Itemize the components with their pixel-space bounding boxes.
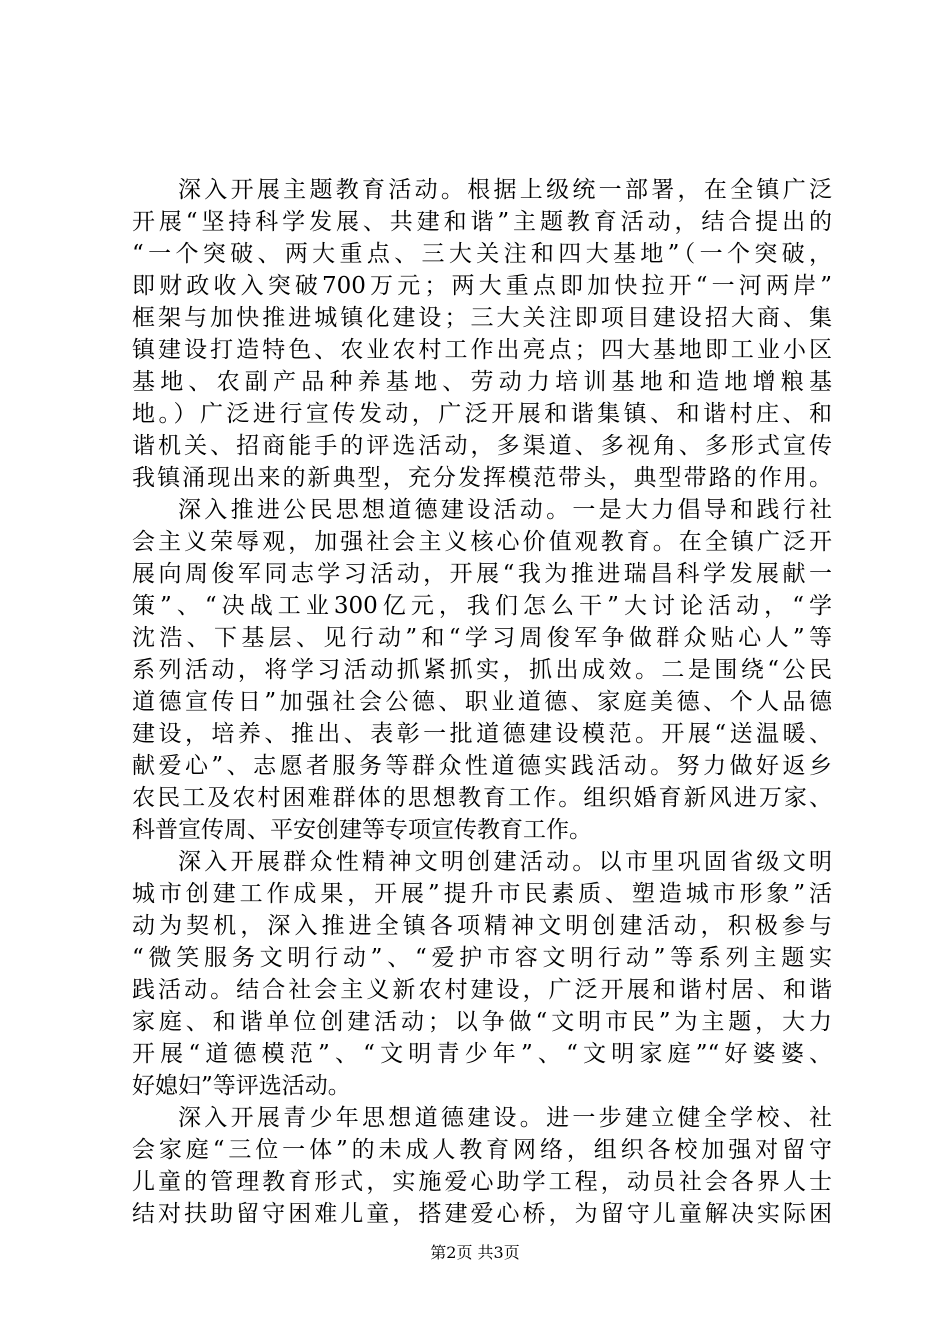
text-line: 深入推进公民思想道德建设活动。一是大力倡导和践行社 [178, 497, 832, 523]
text-line: 开展“坚持科学发展、共建和谐”主题教育活动，结合提出的 [132, 209, 832, 235]
text-line: 系列活动，将学习活动抓紧抓实，抓出成效。二是围绕“公民 [132, 657, 832, 683]
text-line: 会家庭“三位一体”的未成人教育网络，组织各校加强对留守 [132, 1137, 832, 1163]
text-line: 展向周俊军同志学习活动，开展“我为推进瑞昌科学发展献一 [132, 561, 832, 587]
text-line: “微笑服务文明行动”、“爱护市容文明行动”等系列主题实 [132, 945, 832, 971]
text-line: “一个突破、两大重点、三大关注和四大基地”（一个突破， [132, 241, 832, 267]
text-line: 农民工及农村困难群体的思想教育工作。组织婚育新风进万家、 [132, 785, 832, 811]
text-line: 家庭、和谐单位创建活动；以争做“文明市民”为主题，大力 [132, 1009, 832, 1035]
text-line: 深入开展青少年思想道德建设。进一步建立健全学校、社 [178, 1105, 832, 1131]
text-line: 开展“道德模范”、“文明青少年”、“文明家庭”“好婆婆、 [132, 1041, 832, 1067]
paragraph-youth-morality [132, 1102, 832, 1230]
text-line: 科普宣传周、平安创建等专项宣传教育工作。 [132, 817, 592, 843]
text-line: 城市创建工作成果，开展”提升市民素质、塑造城市形象”活 [132, 881, 832, 907]
text-line: 深入开展群众性精神文明创建活动。以市里巩固省级文明 [178, 849, 832, 875]
text-line: 好媳妇”等评选活动。 [132, 1073, 351, 1099]
text-line: 建设，培养、推出、表彰一批道德建设模范。开展“送温暖、 [132, 721, 832, 747]
text-line: 策”、“决战工业300亿元，我们怎么干”大讨论活动，“学 [132, 593, 832, 619]
text-line: 地。）广泛进行宣传发动，广泛开展和谐集镇、和谐村庄、和 [132, 401, 832, 427]
text-line: 献爱心”、志愿者服务等群众性道德实践活动。努力做好返乡 [132, 753, 832, 779]
text-line: 谐机关、招商能手的评选活动，多渠道、多视角、多形式宣传 [132, 433, 832, 459]
text-line: 框架与加快推进城镇化建设；三大关注即项目建设招大商、集 [132, 305, 832, 331]
text-line: 我镇涌现出来的新典型，充分发挥模范带头，典型带路的作用。 [132, 465, 832, 491]
text-line: 会主义荣辱观，加强社会主义核心价值观教育。在全镇广泛开 [132, 529, 832, 555]
text-line: 道德宣传日”加强社会公德、职业道德、家庭美德、个人品德 [132, 689, 832, 715]
text-line: 践活动。结合社会主义新农村建设，广泛开展和谐村居、和谐 [132, 977, 832, 1003]
text-line: 镇建设打造特色、农业农村工作出亮点；四大基地即工业小区 [132, 337, 832, 363]
page-number-footer: 第2页 共3页 [430, 1243, 520, 1262]
text-line: 深入开展主题教育活动。根据上级统一部署，在全镇广泛 [178, 177, 832, 203]
text-line: 即财政收入突破700万元；两大重点即加快拉开“一河两岸” [132, 273, 832, 299]
document-body [132, 174, 832, 1230]
text-line: 儿童的管理教育形式，实施爱心助学工程，动员社会各界人士 [132, 1169, 832, 1195]
paragraph-spiritual-civilization [132, 846, 832, 1102]
text-line: 基地、农副产品种养基地、劳动力培训基地和造地增粮基 [132, 369, 832, 395]
paragraph-civic-morality [132, 494, 832, 846]
paragraph-theme-education [132, 174, 832, 494]
text-line: 动为契机，深入推进全镇各项精神文明创建活动，积极参与 [132, 913, 832, 939]
text-line: 沈浩、下基层、见行动”和“学习周俊军争做群众贴心人”等 [132, 625, 832, 651]
text-line: 结对扶助留守困难儿童，搭建爱心桥，为留守儿童解决实际困 [132, 1201, 832, 1227]
